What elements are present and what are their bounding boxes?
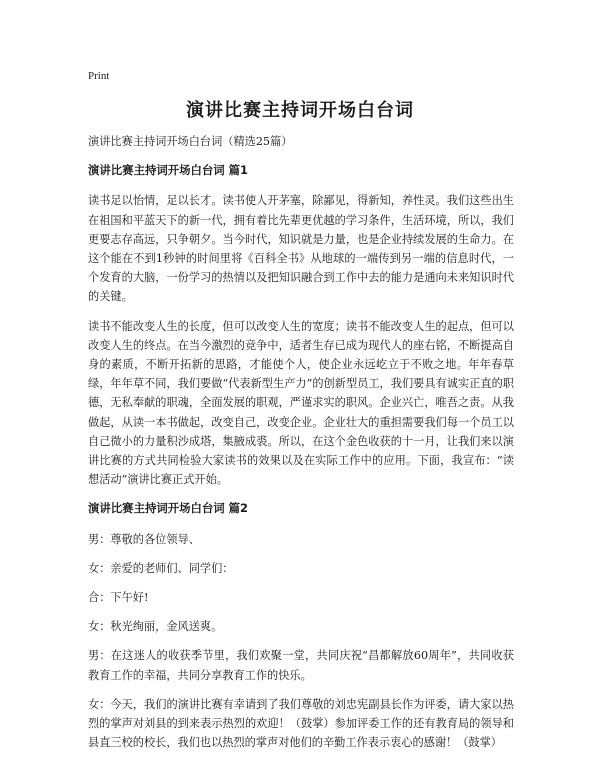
dialog-line: 女：秋光绚丽，金风送爽。	[88, 620, 223, 634]
dialog-line: 合：下午好!	[88, 591, 149, 605]
paragraph: 读书足以怡情，足以长才。读书使人开茅塞，除鄙见，得新知，养性灵。我们这些出生在祖国和平蓝天下的新一代，拥有着比先辈更优越的学习条件，生活环境，所以，我们更要志存高远，只争朝夕。当今时代，知识就是力量，也是企业持续发展的生命力。在这个能在不到1秒钟的时间里将《百科全书》从地球的一端传到另一端的信息时代，一个发育的大脑，一份学习的热情以及把知识融合到工作中去的能力是通向未来知识时代的关键。	[88, 194, 514, 304]
section-heading-2: 演讲比赛主持词开场白台词 篇2	[88, 501, 248, 516]
dialog-line: 女：今天，我们的演讲比赛有幸请到了我们尊敬的刘忠宪副县长作为评委，请大家以热烈的掌声对刘县的到来表示热烈的欢迎！（鼓掌）参加评委工作的还有教育局的领导和县直三校的校长，我们也以热烈的掌声对他们的辛勤工作表示衷心的感谢！（鼓掌）	[88, 697, 514, 750]
paragraph: 读书不能改变人生的长度，但可以改变人生的宽度；读书不能改变人生的起点，但可以改变人生的终点。在当今激烈的竞争中，适者生存已成为现代人的座右铭，不断提高自身的素质，不断开拓新的思路，才能使个人，使企业永远屹立于不败之地。年年春草绿，年年草不同，我们要做“代表新型生产力”的创新型员工，我们要具有诚实正直的职德，无私奉献的职魂，全面发展的职观，严谨求实的职风。企业兴亡，唯吾之责。从我做起，从读一本书做起，改变自己，改变企业。企业壮大的重担需要我们每一个员工以自己微小的力量积沙成塔，集腋成裘。所以，在这个金色收获的十一月，让我们来以演讲比赛的方式共同检验大家读书的效果以及在实际工作中的应用。下面，我宣布：“读想活动”演讲比赛正式开始。	[88, 319, 514, 487]
dialog-line: 女：亲爱的老师们、同学们：	[88, 561, 234, 575]
print-link[interactable]: Print	[88, 70, 110, 82]
document-body	[88, 132, 514, 762]
page-title: 演讲比赛主持词开场白台词	[186, 100, 414, 121]
dialog-line: 男：在这迷人的收获季节里，我们欢聚一堂，共同庆祝“昌都解放60周年”，共同收获教育工作的幸福，共同分享教育工作的快乐。	[88, 649, 514, 682]
dialog-line: 男：尊敬的各位领导、	[88, 532, 200, 546]
document-subtitle: 演讲比赛主持词开场白台词（精选25篇）	[88, 135, 293, 148]
section-heading-1: 演讲比赛主持词开场白台词 篇1	[88, 163, 248, 178]
